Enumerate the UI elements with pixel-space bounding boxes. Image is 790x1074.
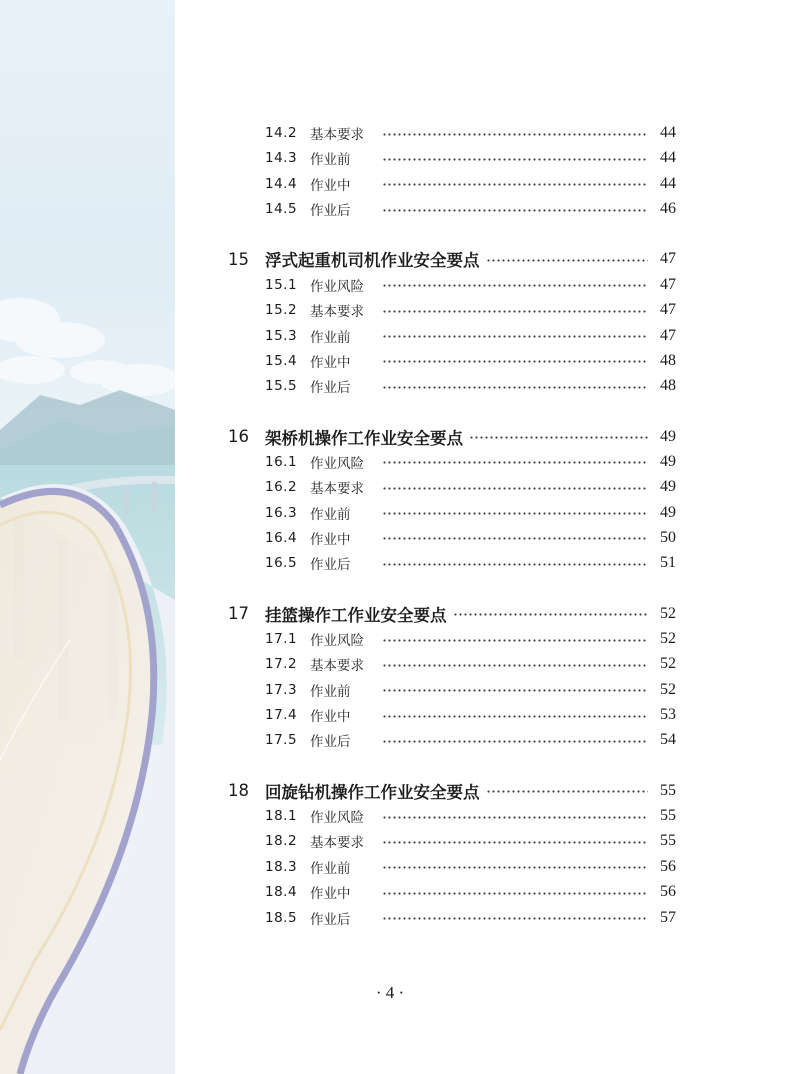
toc-entry-page: 44 bbox=[660, 174, 676, 192]
dot-leader bbox=[382, 487, 648, 490]
toc-section-entry[interactable] bbox=[265, 704, 676, 726]
toc-entry-page: 57 bbox=[660, 908, 676, 926]
toc-section-entry[interactable] bbox=[265, 122, 676, 144]
dot-leader bbox=[382, 284, 648, 287]
toc-entry-number: 17.5 bbox=[265, 732, 298, 749]
dot-leader bbox=[382, 209, 648, 212]
toc-entry-title: 基本要求 bbox=[310, 127, 364, 143]
dot-leader bbox=[486, 259, 649, 262]
toc-section-entry[interactable] bbox=[265, 502, 676, 524]
dot-leader bbox=[382, 841, 648, 844]
dot-leader bbox=[382, 158, 648, 161]
toc-entry-number: 14.2 bbox=[265, 125, 298, 141]
toc-entry-page: 50 bbox=[660, 528, 676, 546]
toc-entry-title: 挂篮操作工作业安全要点 bbox=[265, 605, 447, 625]
toc-entry-title: 作业前 bbox=[310, 329, 351, 346]
dot-leader bbox=[382, 183, 648, 186]
dot-leader bbox=[382, 133, 648, 136]
toc-chapter-entry[interactable] bbox=[228, 780, 676, 802]
toc-entry-title: 基本要求 bbox=[310, 835, 364, 852]
toc-entry-page: 48 bbox=[660, 377, 676, 395]
toc-entry-title: 作业中 bbox=[310, 177, 351, 194]
toc-section-entry[interactable] bbox=[265, 299, 676, 321]
toc-entry-number: 16.2 bbox=[265, 479, 298, 496]
toc-section-entry[interactable] bbox=[265, 907, 676, 929]
toc-entry-number: 17.1 bbox=[265, 631, 298, 647]
toc-entry-title: 作业前 bbox=[310, 683, 351, 700]
toc-entry-page: 52 bbox=[660, 630, 676, 647]
toc-entry-title: 基本要求 bbox=[310, 481, 364, 498]
toc-entry-title: 浮式起重机司机作业安全要点 bbox=[265, 251, 480, 271]
toc-entry-page: 55 bbox=[660, 781, 676, 799]
toc-section-entry[interactable] bbox=[265, 881, 676, 903]
toc-entry-number: 18.2 bbox=[265, 833, 298, 850]
toc-entry-page: 52 bbox=[660, 604, 676, 622]
dot-leader bbox=[382, 563, 648, 566]
toc-chapter-entry[interactable] bbox=[228, 603, 676, 625]
toc-entry-page: 54 bbox=[660, 731, 676, 749]
toc-entry-number: 14.3 bbox=[265, 150, 298, 167]
toc-entry-page: 52 bbox=[660, 655, 676, 673]
toc-entry-page: 47 bbox=[660, 326, 676, 344]
toc-entry-title: 基本要求 bbox=[310, 658, 364, 675]
toc-entry-number: 17 bbox=[228, 604, 249, 624]
toc-entry-number: 18.1 bbox=[265, 808, 298, 825]
dot-leader bbox=[382, 715, 648, 718]
toc-entry-title: 回旋钻机操作工作业安全要点 bbox=[265, 782, 480, 802]
toc-entry-page: 56 bbox=[660, 857, 676, 875]
toc-entry-number: 15.5 bbox=[265, 378, 298, 395]
toc-entry-title: 作业后 bbox=[310, 380, 351, 397]
toc-section-entry[interactable] bbox=[265, 856, 676, 878]
toc-entry-number: 15 bbox=[228, 249, 249, 269]
toc-entry-page: 47 bbox=[660, 250, 676, 268]
dot-leader bbox=[382, 639, 648, 642]
toc-entry-page: 44 bbox=[660, 149, 676, 167]
toc-entry-number: 15.4 bbox=[265, 352, 298, 369]
toc-entry-number: 16.1 bbox=[265, 453, 298, 470]
dot-leader bbox=[486, 790, 649, 793]
toc-entry-number: 16.5 bbox=[265, 555, 298, 572]
toc-entry-title: 作业风险 bbox=[310, 633, 364, 649]
toc-section-entry[interactable] bbox=[265, 451, 676, 473]
toc-entry-page: 49 bbox=[660, 452, 676, 470]
toc-entry-title: 作业后 bbox=[310, 557, 351, 574]
toc-entry-number: 17.2 bbox=[265, 656, 298, 673]
dot-leader bbox=[382, 816, 648, 819]
toc-section-entry[interactable] bbox=[265, 350, 676, 372]
toc-section-entry[interactable] bbox=[265, 274, 676, 296]
dot-leader bbox=[382, 537, 648, 540]
toc-entry-number: 16.3 bbox=[265, 504, 298, 521]
dot-leader bbox=[382, 512, 648, 515]
toc-entry-page: 51 bbox=[660, 554, 676, 572]
toc-section-entry[interactable] bbox=[265, 173, 676, 195]
dot-leader bbox=[382, 310, 648, 313]
dot-leader bbox=[382, 461, 648, 464]
dot-leader bbox=[469, 436, 648, 439]
toc-entry-page: 49 bbox=[660, 427, 676, 445]
toc-entry-number: 16 bbox=[228, 427, 249, 446]
toc-entry-number: 17.3 bbox=[265, 681, 298, 698]
toc-entry-number: 15.3 bbox=[265, 327, 298, 344]
toc-entry-title: 作业风险 bbox=[310, 278, 364, 295]
dot-leader bbox=[453, 613, 649, 616]
toc-entry-title: 作业风险 bbox=[310, 455, 364, 472]
dot-leader bbox=[382, 689, 648, 692]
toc-entry-title: 作业风险 bbox=[310, 810, 364, 827]
toc-entry-title: 作业后 bbox=[310, 734, 351, 751]
toc-entry-page: 49 bbox=[660, 503, 676, 521]
toc-chapter-entry[interactable] bbox=[228, 426, 676, 448]
toc-entry-page: 46 bbox=[660, 200, 676, 217]
toc-entry-title: 架桥机操作工作业安全要点 bbox=[265, 428, 463, 448]
dot-leader bbox=[382, 335, 648, 338]
toc-entry-title: 作业前 bbox=[310, 152, 351, 169]
dot-leader bbox=[382, 917, 648, 920]
toc-entry-number: 15.2 bbox=[265, 302, 298, 319]
dot-leader bbox=[382, 664, 648, 667]
toc-entry-number: 15.1 bbox=[265, 276, 298, 293]
toc-chapter-entry[interactable] bbox=[228, 248, 676, 270]
page-number: · 4 · bbox=[375, 983, 405, 1002]
toc-section-entry[interactable] bbox=[265, 527, 676, 549]
toc-section-entry[interactable] bbox=[265, 325, 676, 347]
dot-leader bbox=[382, 360, 648, 363]
toc-entry-number: 18.5 bbox=[265, 909, 298, 926]
toc-entry-page: 44 bbox=[660, 124, 676, 141]
toc-entry-page: 47 bbox=[660, 275, 676, 293]
toc-section-entry[interactable] bbox=[265, 729, 676, 751]
toc-section-entry[interactable] bbox=[265, 805, 676, 827]
toc-section-entry[interactable] bbox=[265, 628, 676, 650]
toc-entry-title: 作业中 bbox=[310, 354, 351, 371]
toc-entry-page: 56 bbox=[660, 883, 676, 901]
toc-entry-number: 16.4 bbox=[265, 529, 298, 546]
toc-entry-page: 55 bbox=[660, 807, 676, 825]
toc-section-entry[interactable] bbox=[265, 198, 676, 220]
toc-entry-page: 53 bbox=[660, 706, 676, 723]
toc-entry-number: 18.4 bbox=[265, 884, 298, 901]
toc-entry-number: 18 bbox=[228, 781, 249, 801]
toc-section-entry[interactable] bbox=[265, 476, 676, 498]
toc-entry-number: 14.5 bbox=[265, 201, 298, 217]
toc-entry-title: 作业后 bbox=[310, 203, 351, 219]
toc-entry-title: 作业前 bbox=[310, 506, 351, 523]
toc-section-entry[interactable] bbox=[265, 830, 676, 852]
toc-section-entry[interactable] bbox=[265, 679, 676, 701]
toc-entry-title: 作业前 bbox=[310, 860, 351, 877]
toc-entry-number: 14.4 bbox=[265, 175, 298, 192]
dot-leader bbox=[382, 892, 648, 895]
toc-entry-title: 作业中 bbox=[310, 531, 351, 548]
toc-section-entry[interactable] bbox=[265, 552, 676, 574]
toc-entry-number: 17.4 bbox=[265, 707, 298, 723]
toc-section-entry[interactable] bbox=[265, 375, 676, 397]
toc-entry-page: 47 bbox=[660, 301, 676, 319]
toc-entry-page: 49 bbox=[660, 478, 676, 496]
toc-entry-page: 48 bbox=[660, 351, 676, 369]
toc-entry-number: 18.3 bbox=[265, 858, 298, 875]
toc-entry-page: 52 bbox=[660, 680, 676, 698]
dot-leader bbox=[382, 740, 648, 743]
toc-entry-title: 作业中 bbox=[310, 886, 351, 903]
toc-entry-page: 55 bbox=[660, 832, 676, 850]
toc-section-entry[interactable] bbox=[265, 653, 676, 675]
toc-entry-title: 作业中 bbox=[310, 709, 351, 725]
toc-entry-title: 基本要求 bbox=[310, 304, 364, 321]
toc-section-entry[interactable] bbox=[265, 147, 676, 169]
dot-leader bbox=[382, 866, 648, 869]
toc-entry-title: 作业后 bbox=[310, 911, 351, 928]
dot-leader bbox=[382, 386, 648, 389]
